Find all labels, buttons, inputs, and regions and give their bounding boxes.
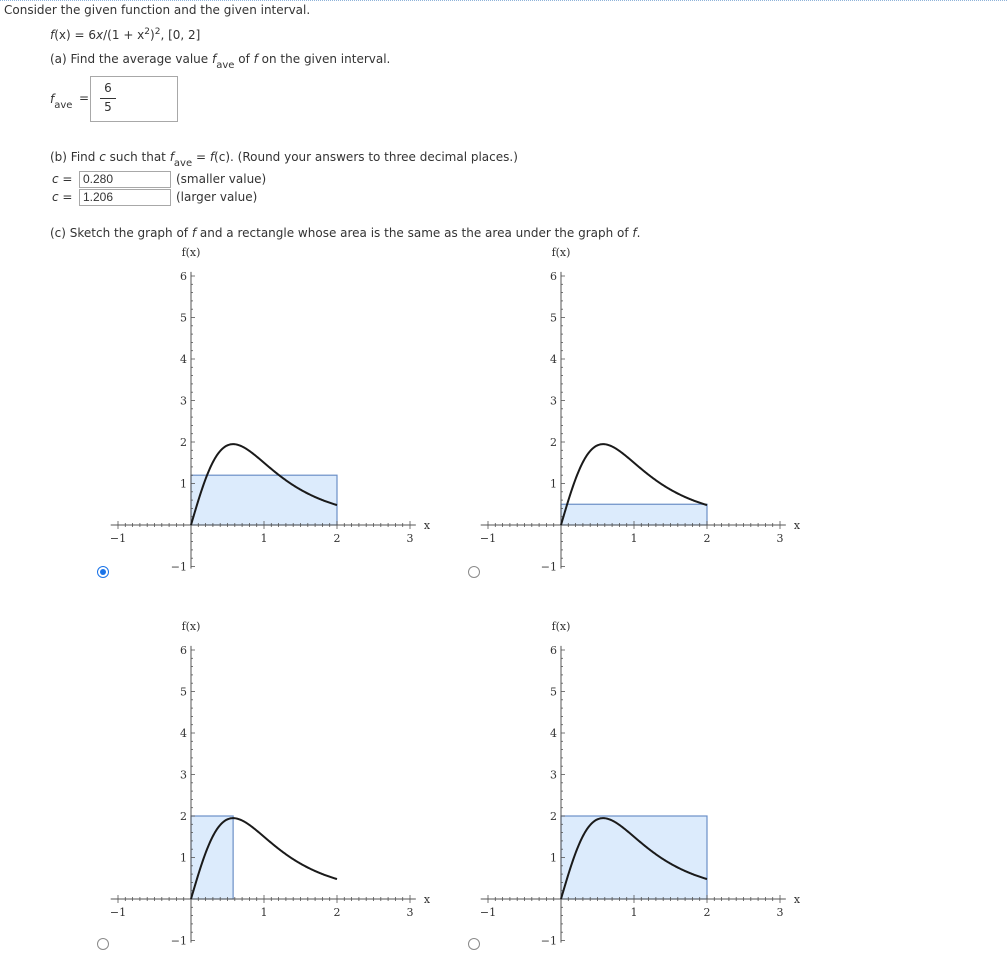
y-tick-label: 5 [550, 311, 557, 325]
x-axis-label: x [793, 893, 801, 906]
y-tick-label: 4 [550, 353, 557, 366]
average-value-rectangle [191, 475, 337, 525]
y-tick-label: 5 [180, 311, 187, 325]
x-tick-label: 2 [333, 906, 341, 919]
fave-label [50, 92, 73, 111]
part-a-f2: f [253, 52, 258, 66]
part-c-prefix: (c) Sketch the graph of [50, 226, 192, 240]
y-tick-label: 2 [550, 436, 557, 449]
y-axis-label: f(x) [551, 246, 571, 259]
y-axis-label: f(x) [181, 246, 201, 259]
c-smaller-note: (smaller value) [176, 172, 267, 186]
function-close: ) [150, 28, 155, 42]
y-tick-label: 3 [550, 768, 557, 782]
c-label-smaller: c = [52, 172, 73, 186]
x-tick-label: 1 [630, 906, 638, 919]
function-exp2: 2 [154, 27, 161, 37]
x-axis-label: x [423, 519, 431, 532]
y-tick-label: 3 [180, 768, 187, 782]
part-a-sub: ave [216, 60, 235, 71]
fraction-numerator: 6 [104, 81, 112, 95]
y-axis-label: f(x) [551, 620, 571, 633]
x-tick-label: 1 [630, 532, 638, 545]
fave-f: f [50, 92, 55, 106]
x-tick-label: 1 [260, 906, 268, 919]
y-tick-label: 2 [550, 810, 557, 823]
y-tick-label: −1 [170, 560, 187, 574]
function-x-open: (x) = 6 [54, 28, 97, 42]
y-tick-label: 4 [180, 727, 187, 740]
x-tick-label: 2 [703, 532, 711, 545]
part-b-c: c [99, 150, 106, 164]
c-label-larger: c = [52, 190, 73, 204]
graph-option-4-radio[interactable] [468, 938, 480, 950]
graph-option-2-radio[interactable] [468, 566, 480, 578]
function-x-var: x [96, 28, 104, 42]
y-tick-label: 6 [550, 644, 557, 657]
y-tick-label: 1 [550, 851, 557, 865]
graph-option-1-radio[interactable] [97, 566, 109, 578]
x-tick-label: −1 [479, 532, 497, 545]
y-tick-label: 1 [550, 477, 557, 491]
part-b-prefix: (b) Find [50, 150, 100, 164]
y-tick-label: 3 [550, 394, 557, 408]
part-b-fc2: (c) [214, 150, 231, 164]
c-larger-note: (larger value) [176, 190, 258, 204]
graph-option-3 [105, 616, 435, 961]
x-tick-label: 3 [776, 906, 784, 919]
intro-text: Consider the given function and the given interval. [4, 3, 311, 17]
part-b-eq: = [192, 150, 210, 164]
part-b-fc: f [209, 150, 215, 164]
y-tick-label: −1 [170, 934, 187, 948]
graph-option-3-radio[interactable] [97, 938, 109, 950]
part-b-f: f [169, 150, 174, 164]
part-a-of: of [234, 52, 254, 66]
fave-equals: = [79, 91, 90, 105]
part-a-prefix: (a) Find the average value [50, 52, 212, 66]
part-a-f: f [211, 52, 217, 66]
function-exp: 2 [144, 27, 151, 37]
y-axis-label: f(x) [181, 620, 201, 633]
x-axis-label: x [423, 893, 431, 906]
average-value-answer-box[interactable] [90, 76, 178, 122]
x-axis-label: x [793, 519, 801, 532]
part-b-question [50, 150, 518, 169]
fave-sub: ave [54, 100, 73, 111]
graph-option-4 [475, 616, 805, 961]
fraction-bar [100, 98, 116, 99]
y-tick-label: 3 [180, 394, 187, 408]
y-tick-label: −1 [540, 934, 557, 948]
x-tick-label: 2 [703, 906, 711, 919]
part-b-suffix: . (Round your answers to three decimal places.) [230, 150, 518, 164]
y-tick-label: 5 [180, 685, 187, 699]
part-b-sub: ave [173, 158, 193, 169]
y-tick-label: 5 [550, 685, 557, 699]
y-tick-label: 4 [550, 727, 557, 740]
y-tick-label: 1 [180, 851, 187, 865]
x-tick-label: 3 [406, 906, 414, 919]
function-f: f [50, 28, 55, 42]
part-c-suffix: . [636, 226, 641, 240]
c-smaller-input[interactable]: 0.280 [79, 171, 171, 188]
part-c-question [50, 226, 640, 240]
part-b-mid: such that [105, 150, 170, 164]
function-interval: , [0, 2] [160, 28, 201, 42]
x-tick-label: 1 [260, 532, 268, 545]
part-c-mid: and a rectangle whose area is the same as the area under the graph of [196, 226, 633, 240]
top-divider [0, 0, 1007, 1]
x-tick-label: 3 [406, 532, 414, 545]
part-c-f: f [191, 226, 197, 240]
function-definition [50, 28, 200, 42]
average-value-rectangle [191, 816, 233, 899]
y-tick-label: 6 [180, 644, 187, 657]
y-tick-label: −1 [540, 560, 557, 574]
y-tick-label: 4 [180, 353, 187, 366]
part-a-question [50, 52, 391, 71]
x-tick-label: 2 [333, 532, 341, 545]
graph-option-1 [105, 242, 435, 587]
average-value-rectangle [561, 816, 707, 899]
x-tick-label: −1 [109, 906, 127, 919]
part-c-f2: f [632, 226, 637, 240]
y-tick-label: 1 [180, 477, 187, 491]
y-tick-label: 2 [180, 436, 187, 449]
fraction-denominator: 5 [104, 100, 112, 114]
y-tick-label: 6 [550, 270, 557, 283]
x-tick-label: −1 [479, 906, 497, 919]
y-tick-label: 6 [180, 270, 187, 283]
x-tick-label: 3 [776, 532, 784, 545]
y-tick-label: 2 [180, 810, 187, 823]
average-value-fraction [100, 81, 116, 114]
graph-option-2 [475, 242, 805, 587]
function-denominator: /(1 + x [103, 28, 145, 42]
part-a-suffix: on the given interval. [257, 52, 391, 66]
x-tick-label: −1 [109, 532, 127, 545]
c-larger-input[interactable]: 1.206 [79, 189, 171, 206]
